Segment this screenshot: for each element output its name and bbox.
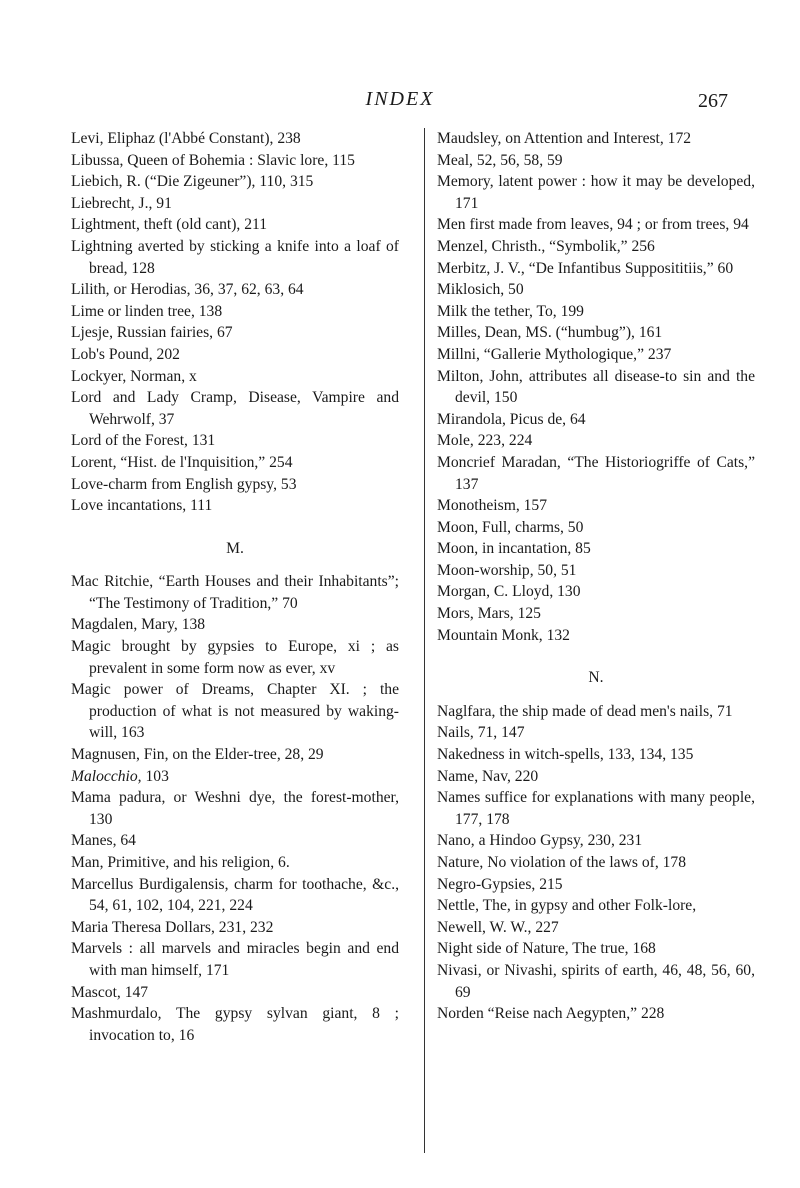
index-group-m [71,571,399,765]
index-entry-term: Malocchio, [71,767,142,785]
running-title: INDEX [365,88,435,110]
index-entry: Liebich, R. (“Die Zigeuner”), 110, 315 [71,173,314,191]
index-entry: Lord and Lady Cramp, Disease, Vampire and Wehrwolf, 37 [71,389,399,428]
section-heading-n: N. [588,669,604,687]
index-entry: Maria Theresa Dollars, 231, 232 [71,918,274,936]
index-entry: Magnusen, Fin, on the Elder-tree, 28, 29 [71,746,324,764]
index-entry: Newell, W. W., 227 [437,918,559,936]
index-entry: Lob's Pound, 202 [71,345,180,363]
index-group-m-right [437,128,755,646]
index-entry: Night side of Nature, The true, 168 [437,940,656,958]
index-entry: Lorent, “Hist. de l'Inquisition,” 254 [71,453,293,471]
index-entry: Mama padura, or Weshni dye, the forest-mother, 130 [71,789,399,828]
section-heading-m: M. [226,539,244,557]
index-entry: Miklosich, 50 [437,281,524,299]
index-entry: Name, Nav, 220 [437,767,539,785]
index-entry: Milk the tether, To, 199 [437,302,584,320]
index-entry: Lightment, theft (old cant), 211 [71,216,268,234]
index-entry: Love incantations, 111 [71,497,213,515]
index-entry: Merbitz, J. V., “De Infantibus Supposititiis,” 60 [437,259,734,277]
index-entry: Mors, Mars, 125 [437,605,541,623]
index-entry: Lime or linden tree, 138 [71,302,223,320]
left-column [71,128,399,1046]
index-entry: Milles, Dean, MS. (“humbug”), 161 [437,324,663,342]
index-entry: Mashmurdalo, The gypsy sylvan giant, 8 ; invocation to, 16 [71,1005,399,1044]
index-entry: Mole, 223, 224 [437,432,533,450]
index-group-l [71,128,399,517]
index-entry: Lord of the Forest, 131 [71,432,216,450]
index-entry: Morgan, C. Lloyd, 130 [437,583,581,601]
index-entry: Magdalen, Mary, 138 [71,616,206,634]
index-entry: Mirandola, Picus de, 64 [437,410,586,428]
index-entry: Nivasi, or Nivashi, spirits of earth, 46, 48, 56, 60, 69 [437,961,755,1001]
index-entry: Magic power of Dreams, Chapter XI. ; the production of what is not measured by waking-will, 163 [71,681,399,742]
index-entry: Love-charm from English gypsy, 53 [71,475,297,493]
index-entry: Names suffice for explanations with many people, 177, 178 [437,789,755,828]
index-entry: Magic brought by gypsies to Europe, xi ; as prevalent in some form now as ever, xv [71,638,399,677]
index-entry: Monotheism, 157 [437,497,548,515]
index-entry: Moon, in incantation, 85 [437,540,591,558]
index-entry: Meal, 52, 56, 58, 59 [437,151,563,169]
index-entry: Lockyer, Norman, x [71,367,197,385]
index-entry: Millni, “Gallerie Mythologique,” 237 [437,345,672,363]
index-entry [71,766,399,788]
index-entry: Naglfara, the ship made of dead men's nails, 71 [437,702,733,720]
index-entry: Memory, latent power : how it may be developed, 171 [437,173,755,212]
index-entry: Lightning averted by sticking a knife into a loaf of bread, 128 [71,237,399,277]
index-entry: Nakedness in witch-spells, 133, 134, 135 [437,746,694,764]
index-entry: Nature, No violation of the laws of, 178 [437,854,687,871]
index-entry: Manes, 64 [71,832,136,850]
index-entry: Lilith, or Herodias, 36, 37, 62, 63, 64 [71,281,304,299]
index-entry: Menzel, Christh., “Symbolik,” 256 [437,237,655,255]
index-group-n [437,701,755,1025]
index-entry: Ljesje, Russian fairies, 67 [71,324,233,342]
page-number: 267 [698,90,728,112]
index-entry: Mac Ritchie, “Earth Houses and their Inhabitants”; “The Testimony of Tradition,” 70 [71,573,399,612]
index-entry: Liebrecht, J., 91 [71,194,172,212]
index-entry: Marvels : all marvels and miracles begin and end with man himself, 171 [71,940,399,979]
index-entry: Moncrief Maradan, “The Historiogriffe of Cats,” 137 [437,453,755,493]
right-column [424,128,755,1153]
index-entry: Norden “Reise nach Aegypten,” 228 [437,1005,665,1023]
index-entry: Man, Primitive, and his religion, 6. [71,854,290,871]
page-header [0,88,800,116]
index-entry: Negro-Gypsies, 215 [437,875,563,893]
index-entry: Marcellus Burdigalensis, charm for toothache, &c., 54, 61, 102, 104, 221, 224 [71,875,399,915]
index-group-m-cont [71,787,399,1046]
index-entry: Nails, 71, 147 [437,724,525,742]
index-entry: Libussa, Queen of Bohemia : Slavic lore, 115 [71,151,355,169]
index-entry: Nettle, The, in gypsy and other Folk-lore, [437,897,697,915]
index-entry: Maudsley, on Attention and Interest, 172 [437,130,692,147]
index-entry: Levi, Eliphaz (l'Abbé Constant), 238 [71,130,301,147]
index-entry-pages: 103 [141,767,169,785]
index-entry: Moon, Full, charms, 50 [437,518,584,536]
index-entry: Milton, John, attributes all disease-to sin and the devil, 150 [437,367,755,407]
index-entry: Men first made from leaves, 94 ; or from trees, 94 [437,216,749,234]
index-entry: Mascot, 147 [71,983,149,1001]
index-entry: Mountain Monk, 132 [437,626,570,644]
index-entry: Moon-worship, 50, 51 [437,561,577,579]
index-entry: Nano, a Hindoo Gypsy, 230, 231 [437,832,643,850]
